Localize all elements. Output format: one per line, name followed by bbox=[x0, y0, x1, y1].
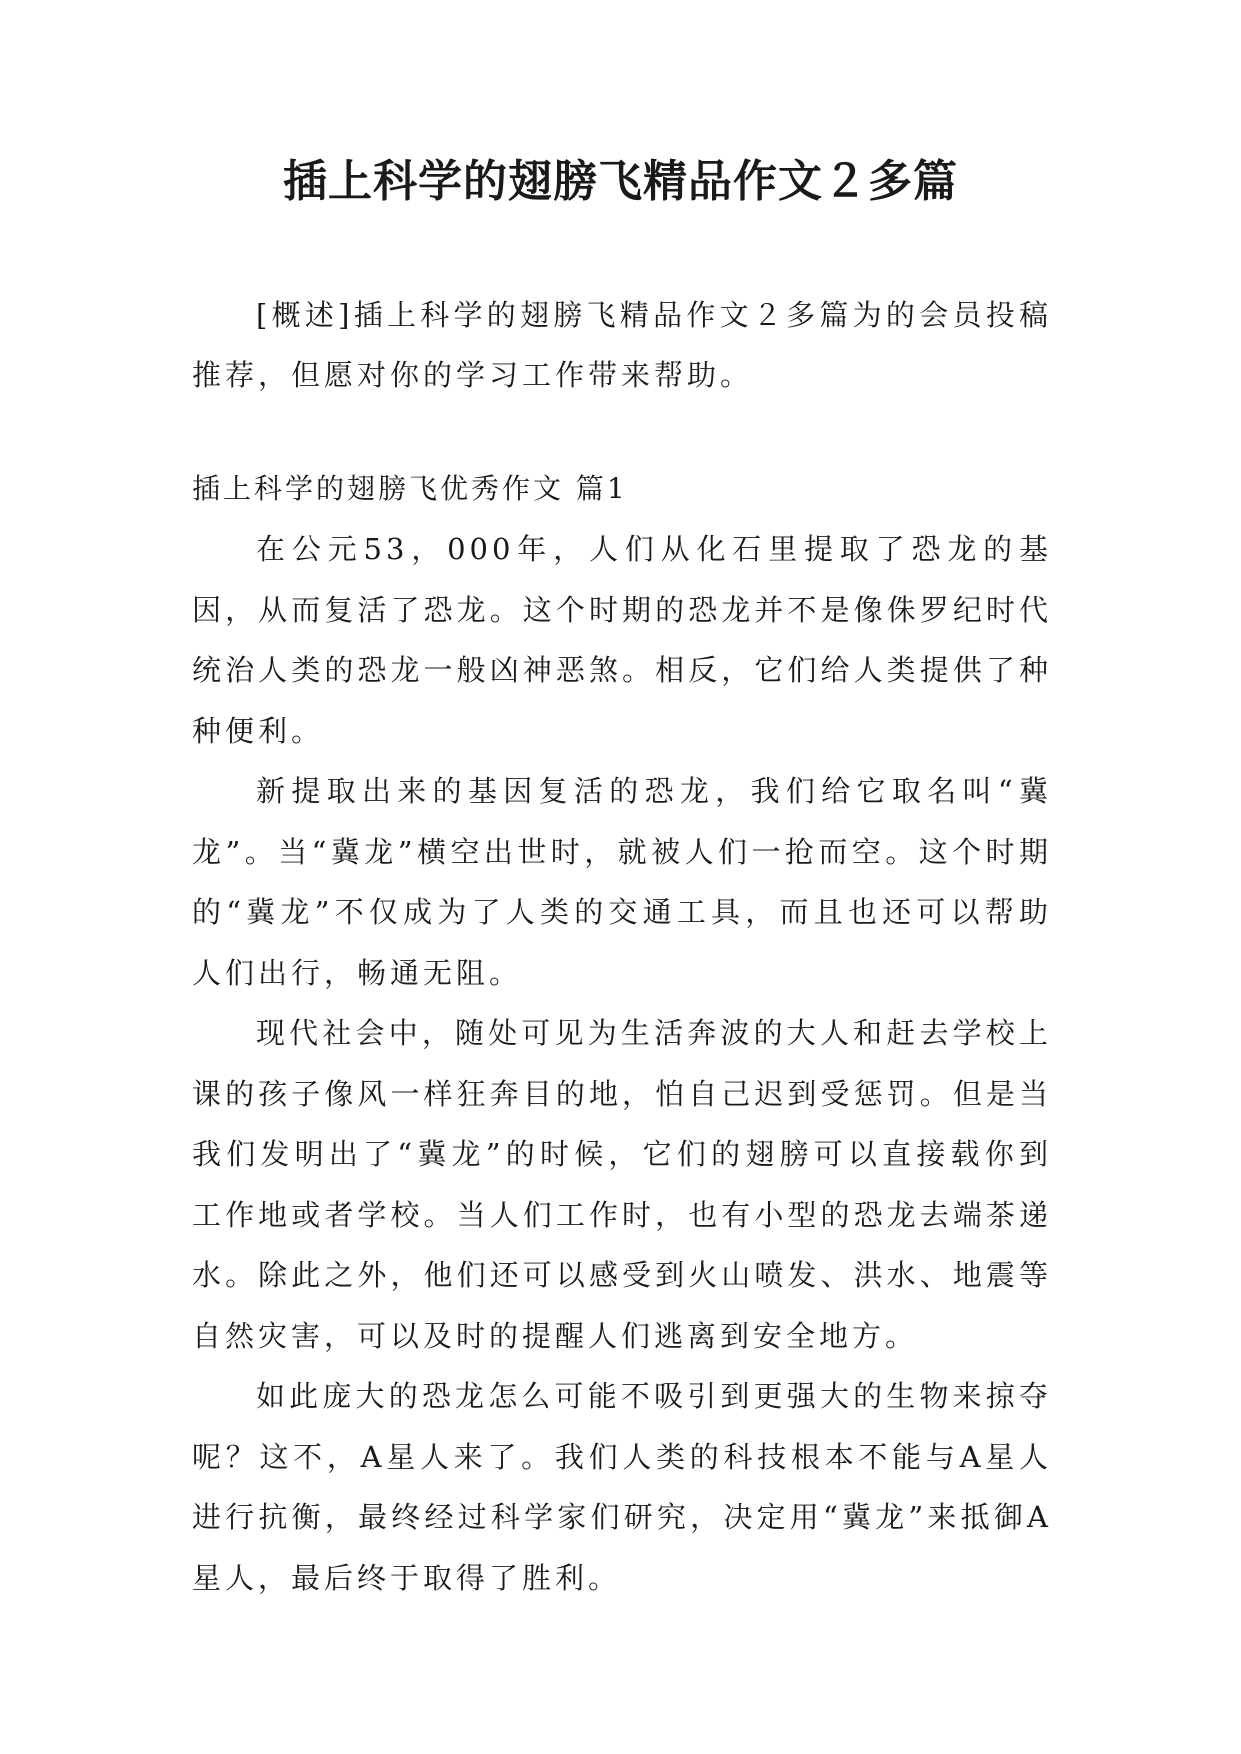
section-heading: 插上科学的翅膀飞优秀作文 篇1 bbox=[192, 472, 628, 505]
body-paragraph-1: 在公元53，000年，人们从化石里提取了恐龙的基因，从而复活了恐龙。这个时期的恐龙并不是像侏罗纪时代统治人类的恐龙一般凶神恶煞。相反，它们给人类提供了种种便利。 bbox=[192, 532, 1052, 748]
body-paragraph-3: 现代社会中，随处可见为生活奔波的大人和赶去学校上课的孩子像风一样狂奔目的地，怕自己迟到受惩罚。但是当我们发明出了“冀龙”的时候，它们的翅膀可以直接载你到工作地或者学校。当人们工作时，也有小型的恐龙去端茶递水。除此之外，他们还可以感受到火山喷发、洪水、地震等自然灾害，可以及时的提醒人们逃离到安全地方。 bbox=[192, 1016, 1052, 1353]
body-paragraph-2: 新提取出来的基因复活的恐龙，我们给它取名叫“冀龙”。当“冀龙”横空出世时，就被人们一抢而空。这个时期的“冀龙”不仅成为了人类的交通工具，而且也还可以帮助人们出行，畅通无阻。 bbox=[192, 774, 1052, 990]
essay-body bbox=[192, 519, 1052, 1608]
summary-block bbox=[192, 285, 1052, 405]
document-title: 插上科学的翅膀飞精品作文２多篇 bbox=[283, 156, 958, 207]
summary-paragraph: [概述]插上科学的翅膀飞精品作文２多篇为的会员投稿推荐，但愿对你的学习工作带来帮助。 bbox=[192, 298, 1052, 392]
body-paragraph-4: 如此庞大的恐龙怎么可能不吸引到更强大的生物来掠夺呢？这不，A星人来了。我们人类的科技根本不能与A星人进行抗衡，最终经过科学家们研究，决定用“冀龙”来抵御A星人，最后终于取得了胜利。 bbox=[192, 1379, 1052, 1595]
